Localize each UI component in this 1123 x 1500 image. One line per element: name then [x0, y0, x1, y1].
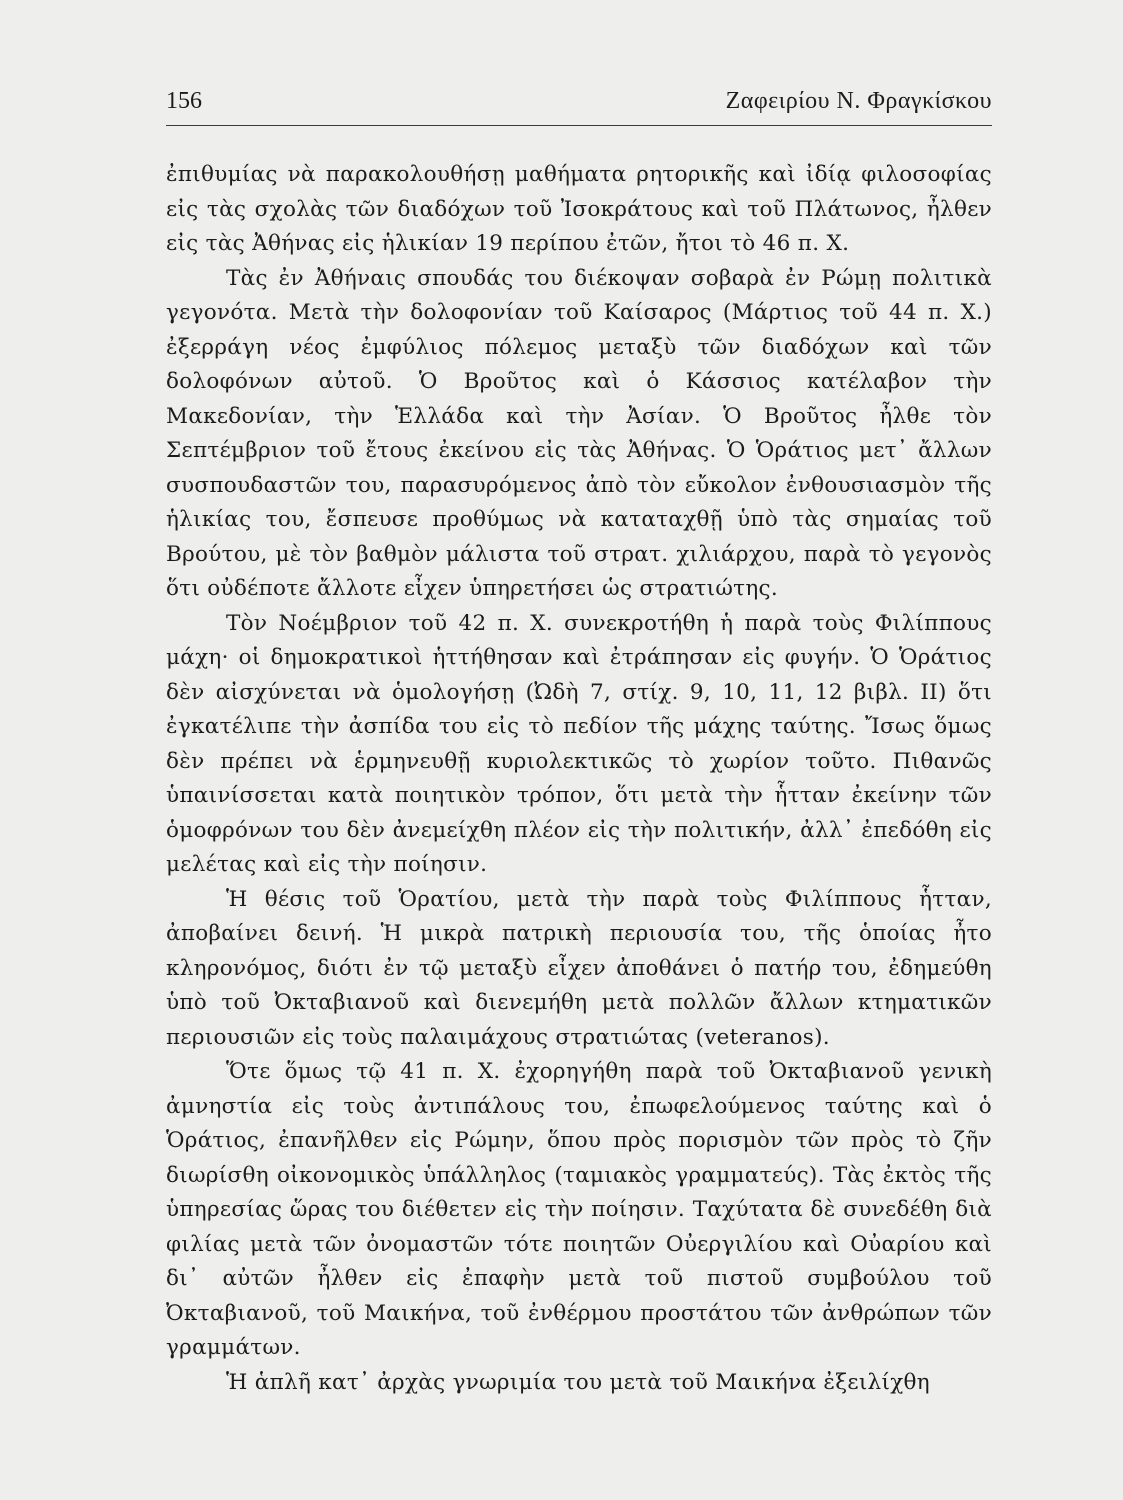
paragraph: Τὸν Νοέμβριον τοῦ 42 π. Χ. συνεκροτήθη ἡ παρὰ τοὺς Φιλίππους μάχη· οἱ δημοκρατικοὶ ἡττήθησαν καὶ ἐτράπησαν εἰς φυγήν. Ὁ Ὁράτιος δὲν αἰσχύνεται νὰ ὁμολογήσῃ (Ὠδὴ 7, στίχ. 9, 10, 11, 12 βιβλ. ΙΙ) ὅτι ἐγκατέλιπε τὴν ἀσπίδα του εἰς τὸ πεδίον τῆς μάχης ταύτης. Ἴσως ὅμως δὲν πρέπει νὰ ἑρμηνευθῇ κυριολεκτικῶς τὸ χωρίον τοῦτο. Πιθανῶς ὑπαινίσσεται κατὰ ποιητικὸν τρόπον, ὅτι μετὰ τὴν ἧτταν ἐκείνην τῶν ὁμοφρόνων του δὲν ἀνεμείχθη πλέον εἰς τὴν πολιτικήν, ἀλλ᾽ ἐπεδόθη εἰς μελέτας καὶ εἰς τὴν ποίησιν. — [166, 610, 992, 877]
paragraph: Ὅτε ὅμως τῷ 41 π. Χ. ἐχορηγήθη παρὰ τοῦ Ὀκταβιανοῦ γενικὴ ἀμνηστία εἰς τοὺς ἀντιπάλους του, ἐπωφελούμενος ταύτης καὶ ὁ Ὁράτιος, ἐπανῆλθεν εἰς Ρώμην, ὅπου πρὸς πορισμὸν τῶν πρὸς τὸ ζῆν διωρίσθη οἰκονομικὸς ὑπάλληλος (ταμιακὸς γραμματεύς). Τὰς ἐκτὸς τῆς ὑπηρεσίας ὥρας του διέθετεν εἰς τὴν ποίησιν. Ταχύτατα δὲ συνεδέθη διὰ φιλίας μετὰ τῶν ὀνομαστῶν τότε ποιητῶν Οὐεργιλίου καὶ Οὐαρίου καὶ δι᾽ αὐτῶν ἦλθεν εἰς ἐπαφὴν μετὰ τοῦ πιστοῦ συμβούλου τοῦ Ὀκταβιανοῦ, τοῦ Μαικήνα, τοῦ ἐνθέρμου προστάτου τῶν ἀνθρώπων τῶν γραμμάτων. — [166, 1059, 992, 1360]
body-text — [166, 158, 992, 1400]
paragraph: ἐπιθυμίας νὰ παρακολουθήσῃ μαθήματα ρητορικῆς καὶ ἰδίᾳ φιλοσοφίας εἰς τὰς σχολὰς τῶν διαδόχων τοῦ Ἰσοκράτους καὶ τοῦ Πλάτωνος, ἦλθεν εἰς τὰς Ἀθήνας εἰς ἡλικίαν 19 περίπου ἐτῶν, ἤτοι τὸ 46 π. Χ. — [166, 162, 992, 256]
header-rule — [166, 125, 992, 126]
page-header — [166, 88, 992, 122]
paragraph: Ἡ θέσις τοῦ Ὁρατίου, μετὰ τὴν παρὰ τοὺς Φιλίππους ἧτταν, ἀποβαίνει δεινή. Ἡ μικρὰ πατρικὴ περιουσία του, τῆς ὁποίας ἦτο κληρονόμος, διότι ἐν τῷ μεταξὺ εἶχεν ἀποθάνει ὁ πατήρ του, ἐδημεύθη ὑπὸ τοῦ Ὀκταβιανοῦ καὶ διενεμήθη μετὰ πολλῶν ἄλλων κτηματικῶν περιουσιῶν εἰς τοὺς παλαιμάχους στρατιώτας (veteranos). — [166, 886, 992, 1050]
running-head: Ζαφειρίου Ν. Φραγκίσκου — [725, 88, 992, 114]
paragraph: Ἡ ἁπλῆ κατ᾽ ἀρχὰς γνωριμία του μετὰ τοῦ Μαικήνα ἐξειλίχθη — [226, 1369, 930, 1395]
paragraph: Τὰς ἐν Ἀθήναις σπουδάς του διέκοψαν σοβαρὰ ἐν Ρώμῃ πολιτικὰ γεγονότα. Μετὰ τὴν δολοφονίαν τοῦ Καίσαρος (Μάρτιος τοῦ 44 π. Χ.) ἐξερράγη νέος ἐμφύλιος πόλεμος μεταξὺ τῶν διαδόχων καὶ τῶν δολοφόνων αὐτοῦ. Ὁ Βροῦτος καὶ ὁ Κάσσιος κατέλαβον τὴν Μακεδονίαν, τὴν Ἑλλάδα καὶ τὴν Ἀσίαν. Ὁ Βροῦτος ἦλθε τὸν Σεπτέμβριον τοῦ ἔτους ἐκείνου εἰς τὰς Ἀθήνας. Ὁ Ὁράτιος μετ᾽ ἄλλων συσπουδαστῶν του, παρασυρόμενος ἀπὸ τὸν εὔκολον ἐνθουσιασμὸν τῆς ἡλικίας του, ἔσπευσε προθύμως νὰ καταταχθῇ ὑπὸ τὰς σημαίας τοῦ Βρούτου, μὲ τὸν βαθμὸν μάλιστα τοῦ στρατ. χιλιάρχου, παρὰ τὸ γεγονὸς ὅτι οὐδέποτε ἄλλοτε εἶχεν ὑπηρετήσει ὡς στρατιώτης. — [166, 265, 992, 601]
page-number: 156 — [166, 88, 202, 114]
